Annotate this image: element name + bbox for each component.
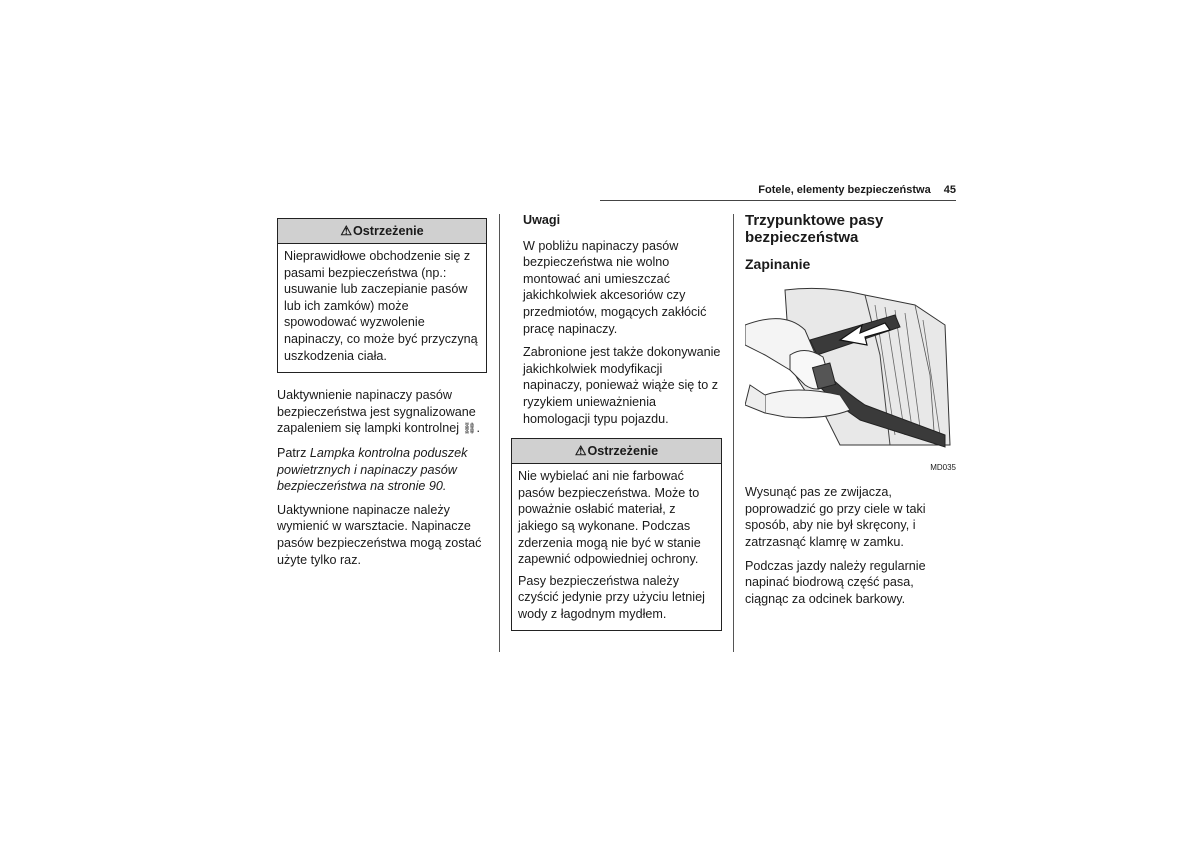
cross-reference: [277, 445, 487, 495]
seatbelt-pretensioner-lamp-icon: ⛓: [462, 423, 477, 436]
warning-text: Nieprawidłowe obchodzenie się z pasami bezpieczeństwa (np.: usuwanie lub zaczepianie pasów lub ich zamków) może spowodować wyzwolenie napinaczy, co może być przyczyną uszkodzenia ciała.: [284, 249, 478, 363]
warning-box: [511, 438, 722, 631]
warning-text: Pasy bezpieczeństwa należy czyścić jedynie przy użyciu letniej wody z łagodnym mydłem.: [518, 573, 705, 621]
warning-header: [278, 219, 486, 244]
section-heading: Trzypunktowe pasy bezpieczeństwa: [745, 212, 884, 246]
warning-triangle-icon: ⚠: [340, 223, 352, 238]
page-header: [600, 184, 956, 201]
note-paragraph: Zabronione jest także dokonywanie jakichkolwiek modyfikacji napinaczy, ponieważ wiąże się to z ryzykiem unieważnienia homologacji typu pojazdu.: [523, 345, 721, 426]
warning-text: Nie wybielać ani nie farbować pasów bezpieczeństwa. Może to poważnie osłabić materiał, z jakiego są wykonane. Podczas zderzenia mogą nie być w stanie zapewnić odpowiedniej ochrony.: [518, 469, 701, 567]
page-number: 45: [943, 184, 956, 196]
paragraph-end: .: [476, 421, 480, 436]
note-body: [511, 238, 722, 428]
paragraph: Uaktywnione napinacze należy wymienić w warsztacie. Napinacze pasów bezpieczeństwa mogą zostać użyte tylko raz.: [277, 502, 482, 567]
warning-title: Ostrzeżenie: [352, 224, 424, 238]
column-right: [745, 212, 956, 614]
subsection-heading: Zapinanie: [745, 256, 811, 272]
seatbelt-drawing: [745, 285, 955, 450]
warning-triangle-icon: ⚠: [574, 443, 587, 459]
warning-title: Ostrzeżenie: [587, 444, 659, 459]
warning-header: [512, 439, 721, 464]
paragraph: [277, 387, 487, 438]
column-divider-2: [733, 214, 734, 652]
column-left: [277, 218, 487, 575]
reference-prefix: Patrz: [277, 445, 310, 460]
reference-suffix: .: [442, 479, 447, 494]
note-paragraph: W pobliżu napinaczy pasów bezpieczeństwa nie wolno montować ani umieszczać jakichkolwiek akcesoriów czy przedmiotów, mogących zakłócić pracę napinaczy.: [523, 238, 707, 336]
seatbelt-illustration: [745, 285, 955, 450]
figure-caption: MD035: [930, 462, 956, 472]
note-title: Uwagi: [523, 213, 561, 227]
paragraph-text: Uaktywnienie napinaczy pasów bezpieczeństwa jest sygnalizowane zapaleniem się lampki kontrolnej: [277, 388, 476, 436]
warning-box: [277, 218, 487, 373]
reference-link[interactable]: Lampka kontrolna poduszek powietrznych i napinaczy pasów bezpieczeństwa na stronie 90: [277, 445, 468, 494]
section-title: Fotele, elementy bezpieczeństwa: [758, 184, 931, 196]
column-divider-1: [499, 214, 500, 652]
paragraph: Wysunąć pas ze zwijacza, poprowadzić go przy ciele w taki sposób, aby nie był skręcony, i zatrzasnąć klamrę w zamku.: [745, 485, 926, 549]
paragraph: Podczas jazdy należy regularnie napinać biodrową część pasa, ciągnąc za odcinek barkowy.: [745, 558, 926, 606]
column-middle: [511, 212, 722, 631]
